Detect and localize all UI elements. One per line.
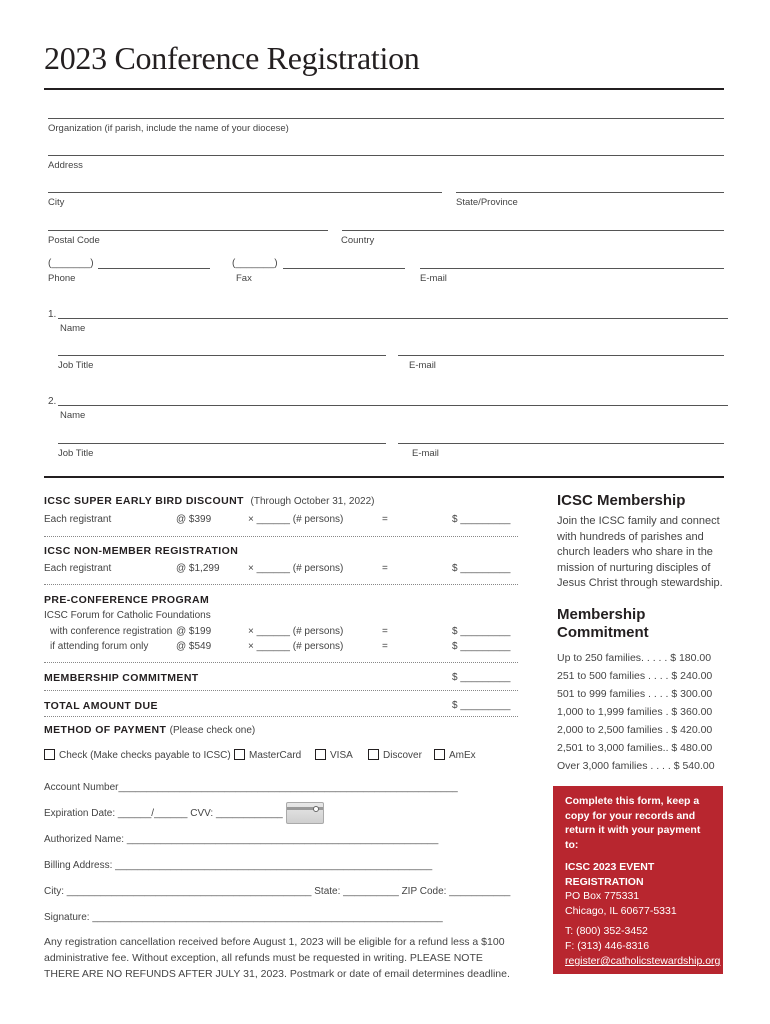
callout-city: Chicago, IL 60677-5331 [565, 905, 677, 917]
phone-area-code[interactable]: (_______) [48, 258, 94, 269]
postal-code-label: Postal Code [48, 235, 100, 246]
account-number-field[interactable]: Account Number_____________________________________________________________ [44, 782, 458, 793]
early-bird-total-field[interactable]: $ _________ [452, 514, 511, 525]
callout-instructions: Complete this form, keep a copy for your records and return it with your payment to: [565, 795, 701, 851]
state-label: State/Province [456, 197, 518, 208]
refund-policy: Any registration cancellation received before August 1, 2023 will be eligible for a refund less a $100 administrative fee. Without exception, all refunds must be requested in writing. PLEASE NOTE THERE ARE NO REFUNDS AFTER JULY 31, 2023. Postmark or date of email determines deadline. [44, 936, 510, 980]
callout-email-link[interactable]: register@catholicstewardship.org [565, 955, 721, 967]
organization-field[interactable] [48, 118, 724, 119]
state-field[interactable] [456, 192, 724, 193]
early-bird-price: @ $399 [176, 514, 212, 525]
country-field[interactable] [342, 230, 724, 231]
attendee-2-number: 2. [48, 396, 57, 407]
attendee-2-job-field[interactable] [58, 443, 386, 444]
fax-area-code[interactable]: (_______) [232, 258, 278, 269]
preconf-row-1-price: @ $199 [176, 626, 212, 637]
billing-address-field[interactable]: Billing Address: _________________________________________________________ [44, 860, 433, 871]
address-label: Address [48, 160, 83, 171]
fax-field[interactable] [283, 268, 405, 269]
check-checkbox[interactable] [44, 749, 55, 760]
divider [44, 536, 518, 537]
commitment-heading-line-1: Membership [557, 606, 646, 623]
callout-po-box: PO Box 775331 [565, 890, 640, 902]
attendee-1-name-label: Name [60, 323, 86, 334]
attendee-2-name-field[interactable] [58, 405, 728, 406]
phone-field[interactable] [98, 268, 210, 269]
amex-checkbox[interactable] [434, 749, 445, 760]
non-member-persons-field[interactable]: × ______ (# persons) [248, 563, 344, 574]
mailing-callout [553, 786, 723, 974]
preconf-row-1-equals: = [382, 626, 388, 637]
rate-row: Up to 250 families. . . . . $ 180.00 [557, 652, 712, 664]
preconf-row-2-price: @ $549 [176, 641, 212, 652]
preconf-row-2-label: if attending forum only [50, 641, 149, 652]
title-rule [44, 88, 724, 90]
rate-row: 501 to 999 families . . . . $ 300.00 [557, 688, 713, 700]
commitment-heading-line-2: Commitment [557, 624, 649, 641]
preconf-row-2-total-field[interactable]: $ _________ [452, 641, 511, 652]
organization-label: Organization (if parish, include the name of your diocese) [48, 123, 289, 134]
divider [44, 584, 518, 585]
credit-card-icon [286, 802, 324, 824]
rate-row: 2,501 to 3,000 families.. $ 480.00 [557, 742, 713, 754]
preconf-row-1-label: with conference registration [50, 626, 173, 637]
section-rule [44, 476, 724, 478]
amex-option-label: AmEx [449, 750, 476, 761]
early-bird-row-label: Each registrant [44, 514, 112, 525]
divider [44, 716, 518, 717]
city-label: City [48, 197, 65, 208]
mastercard-option-label: MasterCard [249, 750, 302, 761]
phone-label: Phone [48, 273, 76, 284]
membership-total-field[interactable]: $ _________ [452, 672, 511, 683]
divider [44, 662, 518, 663]
attendee-2-job-label: Job Title [58, 448, 94, 459]
attendee-2-email-field[interactable] [398, 443, 724, 444]
signature-field[interactable]: Signature: _______________________________________________________________ [44, 912, 443, 923]
fax-label: Fax [236, 273, 252, 284]
authorized-name-field[interactable]: Authorized Name: ________________________________________________________ [44, 834, 439, 845]
attendee-1-job-label: Job Title [58, 360, 94, 371]
rate-row: Over 3,000 families . . . . $ 540.00 [557, 760, 715, 772]
rate-row: 1,000 to 1,999 families . $ 360.00 [557, 706, 713, 718]
expiration-cvv-field[interactable]: Expiration Date: ______/______ CVV: ____________ [44, 808, 283, 819]
membership-heading: ICSC Membership [557, 492, 686, 509]
rate-row: 2,000 to 2,500 families . $ 420.00 [557, 724, 713, 736]
visa-checkbox[interactable] [315, 749, 326, 760]
city-field[interactable] [48, 192, 442, 193]
org-email-field[interactable] [420, 268, 724, 269]
non-member-equals: = [382, 563, 388, 574]
callout-phone: T: (800) 352-3452 [565, 925, 648, 937]
check-option-label: Check (Make checks payable to ICSC) [59, 750, 231, 761]
attendee-1-number: 1. [48, 309, 57, 320]
attendee-1-name-field[interactable] [58, 318, 728, 319]
org-email-label: E-mail [420, 273, 447, 284]
non-member-heading: ICSC NON-MEMBER REGISTRATION [44, 545, 239, 557]
early-bird-persons-field[interactable]: × ______ (# persons) [248, 514, 344, 525]
membership-commitment-heading: MEMBERSHIP COMMITMENT [44, 672, 199, 684]
rate-row: 251 to 500 families . . . . $ 240.00 [557, 670, 713, 682]
early-bird-heading: ICSC SUPER EARLY BIRD DISCOUNT (Through October 31, 2022) [44, 495, 375, 507]
attendee-1-email-label: E-mail [409, 360, 436, 371]
preconf-row-2-equals: = [382, 641, 388, 652]
attendee-2-email-label: E-mail [412, 448, 439, 459]
discover-option-label: Discover [383, 750, 422, 761]
non-member-row-label: Each registrant [44, 563, 112, 574]
attendee-1-job-field[interactable] [58, 355, 386, 356]
address-field[interactable] [48, 155, 724, 156]
billing-city-state-zip-field[interactable]: City: ____________________________________________ State: __________ ZIP Code: ___________ [44, 886, 511, 897]
total-due-field[interactable]: $ _________ [452, 700, 511, 711]
postal-code-field[interactable] [48, 230, 328, 231]
payment-heading: METHOD OF PAYMENT (Please check one) [44, 724, 256, 736]
preconf-row-1-total-field[interactable]: $ _________ [452, 626, 511, 637]
callout-org: ICSC 2023 EVENT REGISTRATION [565, 861, 655, 888]
attendee-1-email-field[interactable] [398, 355, 724, 356]
total-due-heading: TOTAL AMOUNT DUE [44, 700, 158, 712]
preconf-row-1-persons-field[interactable]: × ______ (# persons) [248, 626, 344, 637]
early-bird-equals: = [382, 514, 388, 525]
membership-description: Join the ICSC family and connect with hundreds of parishes and church leaders who share in the mission of nurturing disciples of Jesus Christ through stewardship. [557, 515, 723, 589]
visa-option-label: VISA [330, 750, 353, 761]
preconference-subtitle: ICSC Forum for Catholic Foundations [44, 610, 211, 621]
non-member-total-field[interactable]: $ _________ [452, 563, 511, 574]
non-member-price: @ $1,299 [176, 563, 220, 574]
country-label: Country [341, 235, 375, 246]
mastercard-checkbox[interactable] [234, 749, 245, 760]
divider [44, 690, 518, 691]
attendee-2-name-label: Name [60, 410, 86, 421]
discover-checkbox[interactable] [368, 749, 379, 760]
preconference-heading: PRE-CONFERENCE PROGRAM [44, 594, 210, 606]
preconf-row-2-persons-field[interactable]: × ______ (# persons) [248, 641, 344, 652]
page-title: 2023 Conference Registration [44, 40, 420, 76]
callout-fax: F: (313) 446-8316 [565, 940, 650, 952]
